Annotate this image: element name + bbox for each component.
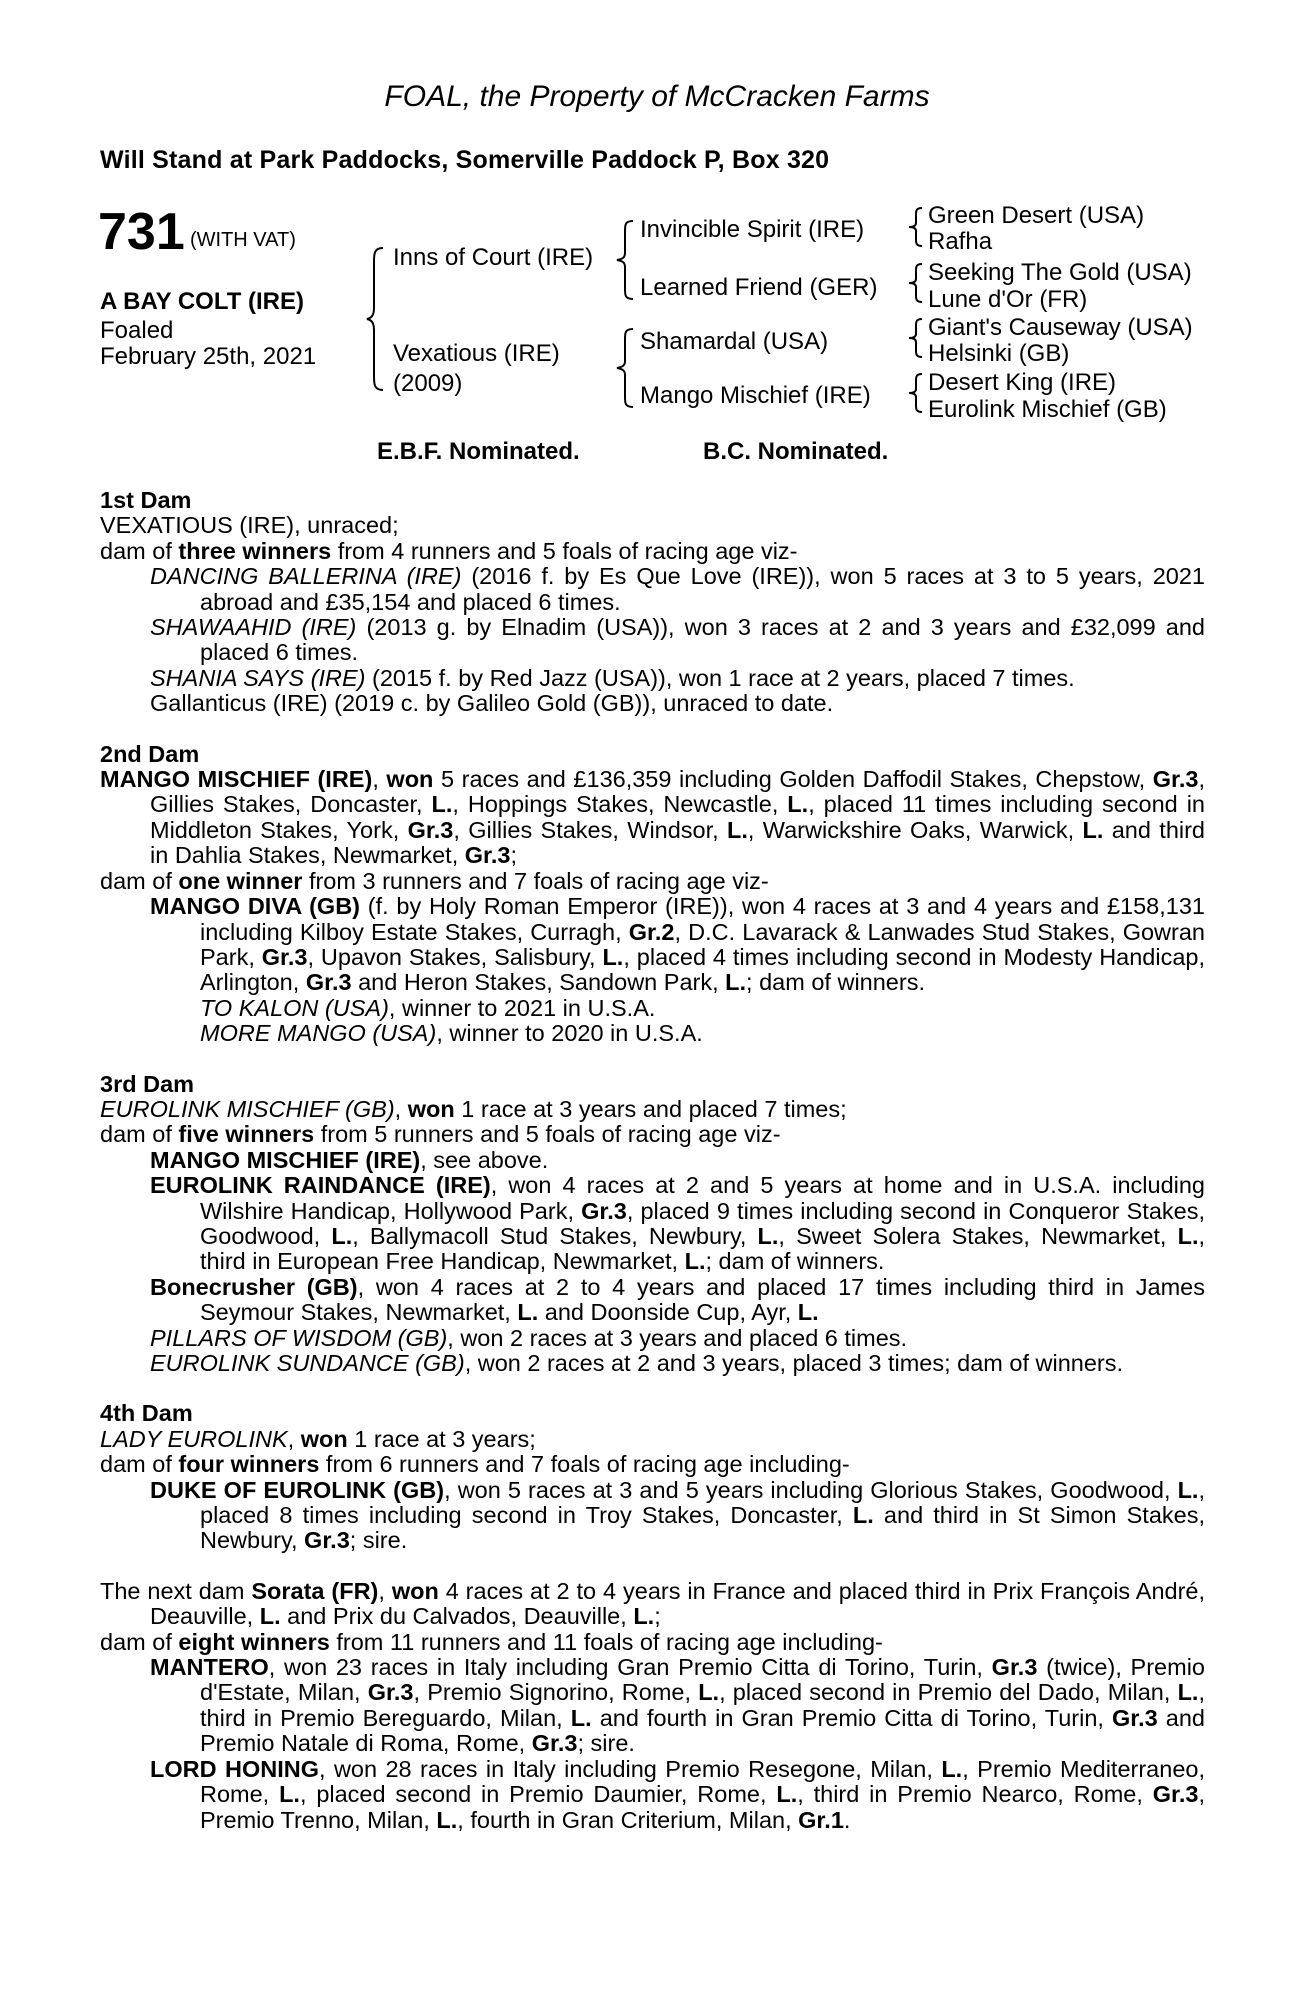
text-run: five winners xyxy=(178,1121,315,1148)
text-run: , third in Premio Bereguardo, Milan, xyxy=(200,1679,1205,1731)
text-run: , see above. xyxy=(420,1146,549,1173)
text-run: dam of xyxy=(100,537,179,564)
text-run: dam of xyxy=(100,867,179,894)
text-run: (f. by Holy Roman Emperor (IRE)), won 4 races at 3 and 4 years and £158,131 including Kilboy Estate Stakes, Curragh, xyxy=(200,893,1205,945)
text-run: . xyxy=(843,1806,851,1833)
text-run: , Ballymacoll Stud Stakes, Newbury, xyxy=(352,1222,758,1249)
text-run: , Sweet Solera Stakes, Newmarket, xyxy=(778,1222,1178,1249)
text-run: L. xyxy=(279,1781,300,1808)
pedigree-bracket-ds xyxy=(908,317,926,359)
text-run: four winners xyxy=(178,1451,320,1478)
entry-line xyxy=(100,767,1205,869)
text-run: , D.C. Lavarack & Lanwades Stud Stakes, Gowran Park, xyxy=(200,918,1205,970)
entry-line xyxy=(100,691,1205,716)
text-run: dam of xyxy=(100,1451,179,1478)
entry-line xyxy=(100,1579,1205,1630)
text-run: , winner to 2021 in U.S.A. xyxy=(388,994,656,1021)
entry-line xyxy=(100,615,1205,666)
text-run: ; xyxy=(510,842,518,869)
text-run: , xyxy=(287,1425,301,1452)
entry-line xyxy=(100,996,1205,1021)
text-run: Sorata (FR) xyxy=(251,1577,379,1604)
pedigree-sire: Inns of Court (IRE) xyxy=(393,244,594,271)
text-run: Gr.3 xyxy=(581,1197,627,1224)
text-run: L. xyxy=(1177,1222,1199,1249)
text-run: MORE MANGO (USA) xyxy=(200,1020,437,1047)
section-1 xyxy=(100,488,1205,717)
text-run: L. xyxy=(331,1222,353,1249)
text-run: (2013 g. by Elnadim (USA)), won 3 races at 2 and 3 years and £32,099 and placed 6 times. xyxy=(200,614,1205,666)
text-run: L. xyxy=(698,1679,720,1706)
text-run: and Heron Stakes, Sandown Park, xyxy=(351,969,726,996)
text-run: Gr.3 xyxy=(991,1654,1038,1681)
text-run: , Upavon Stakes, Salisbury, xyxy=(307,943,603,970)
text-run: one winner xyxy=(178,867,303,894)
pedigree-sds: Seeking The Gold (USA) xyxy=(928,259,1192,286)
entry-line xyxy=(100,1021,1205,1046)
entry-line xyxy=(100,1097,1205,1122)
text-run: L. xyxy=(1082,816,1104,843)
foaled-date: February 25th, 2021 xyxy=(100,343,317,371)
text-run: TO KALON (USA) xyxy=(200,994,389,1021)
text-run: from 4 runners and 5 foals of racing age viz- xyxy=(331,537,798,564)
pedigree-dam: Vexatious (IRE) xyxy=(393,340,560,367)
entry-line xyxy=(100,1630,1205,1655)
text-run: MANGO MISCHIEF (IRE) xyxy=(150,1146,421,1173)
entry-line xyxy=(100,1478,1205,1554)
text-run: and third in Dahlia Stakes, Newmarket, xyxy=(150,816,1205,869)
entry-line xyxy=(100,1275,1205,1326)
section-3 xyxy=(100,1072,1205,1377)
entry-line xyxy=(100,1757,1205,1833)
text-run: won xyxy=(300,1425,348,1452)
text-run: (2016 f. by Es Que Love (IRE)), won 5 races at 3 to 5 years, 2021 abroad and £35,154 and placed 6 times. xyxy=(200,563,1205,615)
ebf-nomination: E.B.F. Nominated. xyxy=(377,438,580,465)
text-run: L. xyxy=(776,1781,798,1808)
text-run: EUROLINK MISCHIEF (GB) xyxy=(100,1095,395,1122)
text-run: from 3 runners and 7 foals of racing age viz- xyxy=(302,867,769,894)
text-run: , won 4 races at 2 and 5 years at home and in U.S.A. including Wilshire Handicap, Hollywood Park, xyxy=(200,1172,1205,1224)
lot-number: 731 xyxy=(98,203,185,261)
text-run: 4 races at 2 to 4 years in France and placed third in Prix François André, Deauville, xyxy=(150,1577,1206,1630)
pedigree-bracket-dam xyxy=(616,327,638,409)
entry-line xyxy=(100,539,1205,564)
text-run: , won 23 races in Italy including Gran Premio Citta di Torino, Turin, xyxy=(268,1654,992,1681)
entry-line xyxy=(100,513,1205,538)
text-run: EUROLINK SUNDANCE (GB) xyxy=(150,1350,465,1376)
text-run: L. xyxy=(787,791,809,818)
text-run: and fourth in Gran Premio Citta di Torino, Turin, xyxy=(591,1704,1112,1731)
entry-line xyxy=(100,564,1205,615)
text-run: ; sire. xyxy=(577,1730,635,1757)
pedigree-bracket-ss xyxy=(908,206,926,248)
text-run: and Prix du Calvados, Deauville, xyxy=(280,1603,634,1630)
text-run: Gr.3 xyxy=(367,1679,414,1706)
pedigree-dam-dam: Mango Mischief (IRE) xyxy=(640,382,871,409)
text-run: , Gillies Stakes, Doncaster, xyxy=(150,766,1205,818)
entry-line xyxy=(100,1122,1205,1147)
text-run: LADY EUROLINK xyxy=(100,1425,288,1452)
text-run: , winner to 2020 in U.S.A. xyxy=(436,1020,703,1047)
text-run: , fourth in Gran Criterium, Milan, xyxy=(457,1806,799,1833)
text-run: Bonecrusher (GB) xyxy=(150,1273,358,1300)
text-run: , won 2 races at 3 years and placed 6 times. xyxy=(447,1324,908,1351)
foaled-label: Foaled xyxy=(100,317,174,344)
text-run: , won 28 races in Italy including Premio Resegone, Milan, xyxy=(319,1755,942,1782)
entry-line xyxy=(100,1427,1205,1452)
vat-note: (WITH VAT) xyxy=(190,229,296,251)
text-run: L. xyxy=(431,791,453,818)
text-run: Gallanticus (IRE) (2019 c. by Galileo Gold (GB)), unraced to date. xyxy=(150,690,834,717)
text-run: from 11 runners and 11 foals of racing age including- xyxy=(329,1628,883,1655)
pedigree-sdd: Lune d'Or (FR) xyxy=(928,286,1088,313)
text-run: Gr.2 xyxy=(628,918,675,945)
text-run: L. xyxy=(259,1603,281,1630)
text-run: won xyxy=(391,1577,439,1604)
text-run: , placed 11 times including second in Middleton Stakes, York, xyxy=(150,791,1205,843)
text-run: (twice), Premio d'Estate, Milan, xyxy=(200,1654,1205,1706)
pedigree-dam-sire: Shamardal (USA) xyxy=(640,328,829,355)
text-run: three winners xyxy=(178,537,332,564)
text-run: dam of xyxy=(100,1628,179,1655)
pedigree-dds: Desert King (IRE) xyxy=(928,369,1117,396)
text-run: and Doonside Cup, Ayr, xyxy=(538,1299,798,1326)
text-run: Gr.1 xyxy=(798,1806,844,1833)
text-run: won xyxy=(386,766,434,793)
section-heading: 1st Dam xyxy=(100,487,192,513)
text-run: L. xyxy=(633,1603,655,1630)
text-run: , Warwickshire Oaks, Warwick, xyxy=(747,816,1083,843)
pedigree-dam-year: (2009) xyxy=(393,370,463,397)
text-run: 1 race at 3 years; xyxy=(347,1425,536,1452)
pedigree-ssd: Rafha xyxy=(928,228,993,255)
text-run: L. xyxy=(941,1755,963,1782)
text-run: Gr.3 xyxy=(1152,766,1199,793)
foaled-info xyxy=(100,318,316,371)
entry-line xyxy=(100,666,1205,691)
page-title: FOAL, the Property of McCracken Farms xyxy=(384,80,930,113)
text-run: MANTERO xyxy=(150,1654,269,1681)
text-run: , Premio Signorino, Rome, xyxy=(413,1679,699,1706)
text-run: and Premio Natale di Roma, Rome, xyxy=(200,1704,1205,1757)
section-heading: 4th Dam xyxy=(100,1400,193,1427)
text-run: Gr.3 xyxy=(305,969,352,996)
text-run: 1 race at 3 years and placed 7 times; xyxy=(454,1095,847,1122)
pedigree-bracket-main xyxy=(366,246,388,392)
pedigree-sire-sire: Invincible Spirit (IRE) xyxy=(640,216,865,243)
text-run: from 5 runners and 5 foals of racing age viz- xyxy=(314,1121,781,1148)
text-run: PILLARS OF WISDOM (GB) xyxy=(150,1324,448,1351)
bc-nomination: B.C. Nominated. xyxy=(703,438,889,465)
entry-line xyxy=(100,894,1205,996)
pedigree-bracket-dd xyxy=(908,372,926,414)
text-run: L. xyxy=(684,1248,706,1275)
text-run: EUROLINK RAINDANCE (IRE) xyxy=(150,1172,491,1199)
entry-line xyxy=(100,1173,1205,1275)
section-heading: 3rd Dam xyxy=(100,1070,195,1097)
text-run: , placed 9 times including second in Conqueror Stakes, Goodwood, xyxy=(200,1197,1205,1249)
entry-line xyxy=(100,869,1205,894)
section-2 xyxy=(100,742,1205,1047)
text-run: , placed second in Premio Daumier, Rome, xyxy=(299,1781,777,1808)
pedigree-bracket-sire xyxy=(616,219,638,301)
lot-description: A BAY COLT (IRE) xyxy=(100,288,305,315)
entry-line xyxy=(100,1326,1205,1351)
text-run: L. xyxy=(517,1299,539,1326)
text-run: ; dam of winners. xyxy=(746,969,925,996)
text-run: , Gillies Stakes, Windsor, xyxy=(453,816,728,843)
entry-line xyxy=(100,1351,1205,1376)
text-run: , xyxy=(394,1095,408,1122)
text-run: from 6 runners and 7 foals of racing age including- xyxy=(319,1451,850,1478)
pedigree-dsd: Helsinki (GB) xyxy=(928,340,1070,367)
pedigree-dss: Giant's Causeway (USA) xyxy=(928,314,1193,341)
text-run: dam of xyxy=(100,1121,179,1148)
text-run: Gr.3 xyxy=(1112,1704,1158,1731)
text-run: L. xyxy=(797,1299,819,1326)
text-run: , Premio Trenno, Milan, xyxy=(200,1781,1205,1833)
text-run: L. xyxy=(602,943,624,970)
section-5 xyxy=(100,1579,1205,1833)
text-run: L. xyxy=(1177,1679,1199,1706)
text-run: L. xyxy=(727,816,748,843)
text-run: Gr.3 xyxy=(531,1730,578,1757)
text-run: , placed second in Premio del Dado, Milan, xyxy=(719,1679,1178,1706)
pedigree-bracket-sd xyxy=(908,262,926,304)
section-heading: 2nd Dam xyxy=(100,740,200,767)
text-run: Gr.3 xyxy=(1152,1781,1199,1808)
text-run: Gr.3 xyxy=(407,816,454,843)
text-run: won xyxy=(407,1095,455,1122)
text-run: SHANIA SAYS (IRE) xyxy=(150,664,366,691)
text-run: ; dam of winners. xyxy=(705,1248,885,1275)
text-run: , third in Premio Nearco, Rome, xyxy=(797,1781,1153,1808)
text-run: 5 races and £136,359 including Golden Daffodil Stakes, Chepstow, xyxy=(433,766,1153,793)
text-run: DANCING BALLERINA (IRE) xyxy=(150,563,462,590)
text-run: L. xyxy=(725,969,747,996)
pedigree-sss: Green Desert (USA) xyxy=(928,202,1145,229)
text-run: , placed 4 times including second in Modesty Handicap, Arlington, xyxy=(200,943,1206,996)
text-run: The next dam xyxy=(100,1577,252,1604)
text-run: ; sire. xyxy=(349,1527,408,1554)
text-run: ; xyxy=(654,1603,661,1630)
text-run: L. xyxy=(1177,1476,1199,1503)
text-run: , third in European Free Handicap, Newmarket, xyxy=(200,1222,1206,1275)
text-run: , placed 8 times including second in Troy Stakes, Doncaster, xyxy=(200,1476,1205,1529)
text-run: Gr.3 xyxy=(464,842,511,869)
catalogue-body xyxy=(100,488,1205,1833)
text-run: and third in St Simon Stakes, Newbury, xyxy=(200,1502,1205,1554)
text-run: , won 5 races at 3 and 5 years including Glorious Stakes, Goodwood, xyxy=(444,1476,1178,1503)
text-run: eight winners xyxy=(178,1628,330,1655)
text-run: , won 2 races at 2 and 3 years, placed 3 times; dam of winners. xyxy=(464,1350,1124,1376)
text-run: L. xyxy=(570,1704,592,1731)
text-run: L. xyxy=(852,1502,874,1529)
entry-line xyxy=(100,1655,1205,1757)
text-run: MANGO DIVA (GB) xyxy=(150,893,360,920)
stand-location: Will Stand at Park Paddocks, Somerville Paddock P, Box 320 xyxy=(100,146,830,174)
text-run: , xyxy=(372,766,387,793)
text-run: DUKE OF EUROLINK (GB) xyxy=(150,1476,445,1503)
entry-line xyxy=(100,1148,1205,1173)
text-run: LORD HONING xyxy=(150,1755,319,1782)
text-run: VEXATIOUS (IRE), unraced; xyxy=(100,512,399,539)
entry-line xyxy=(100,1452,1205,1477)
text-run: L. xyxy=(436,1806,458,1833)
text-run: , Hoppings Stakes, Newcastle, xyxy=(452,791,788,818)
text-run: , Premio Mediterraneo, Rome, xyxy=(200,1755,1205,1808)
text-run: MANGO MISCHIEF (IRE) xyxy=(100,766,373,793)
text-run: , xyxy=(378,1577,392,1604)
section-4 xyxy=(100,1401,1205,1553)
text-run: L. xyxy=(757,1222,779,1249)
text-run: , won 4 races at 2 to 4 years and placed 17 times including third in James Seymour Stakes, Newmarket, xyxy=(200,1273,1205,1326)
text-run: Gr.3 xyxy=(304,1527,350,1554)
text-run: SHAWAAHID (IRE) xyxy=(150,614,357,641)
text-run: Gr.3 xyxy=(261,943,308,970)
pedigree-ddd: Eurolink Mischief (GB) xyxy=(928,396,1167,423)
pedigree-sire-dam: Learned Friend (GER) xyxy=(640,274,878,301)
text-run: (2015 f. by Red Jazz (USA)), won 1 race at 2 years, placed 7 times. xyxy=(365,664,1075,691)
